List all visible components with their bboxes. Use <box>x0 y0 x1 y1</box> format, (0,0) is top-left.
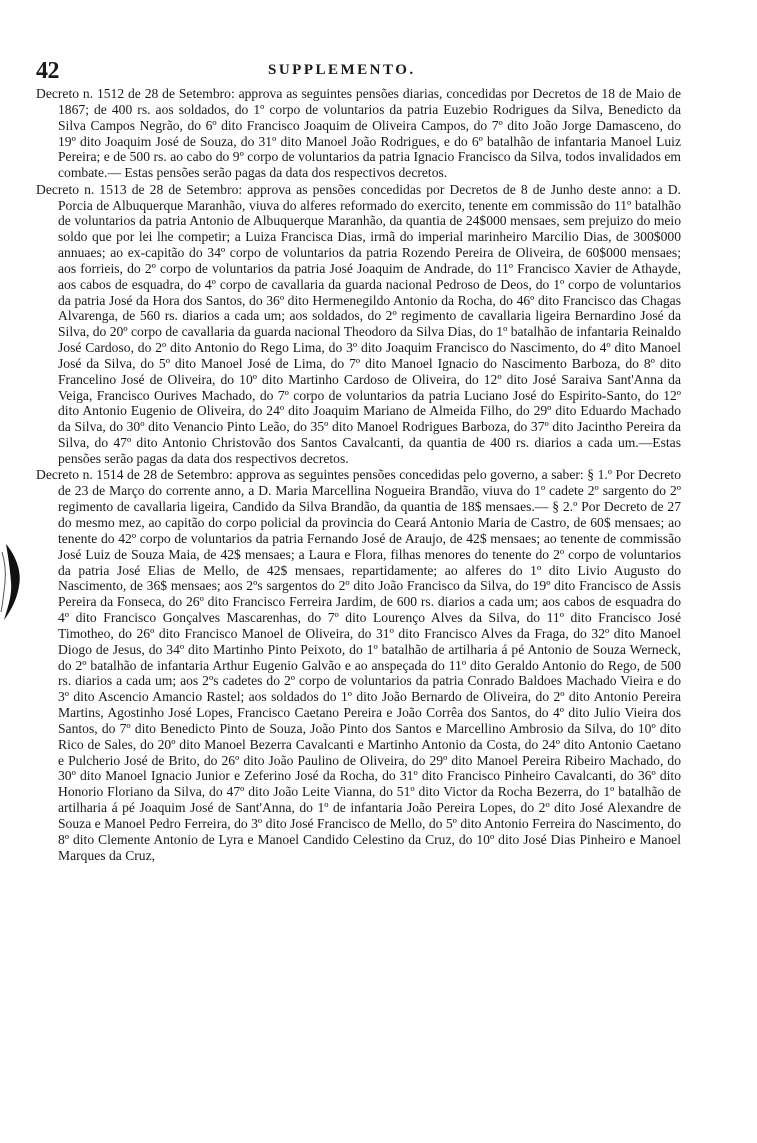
decree-paragraph: Decreto n. 1514 de 28 de Setembro: approva as seguintes pensões concedidas pelo governo, a saber: § 1.º Por Decreto de 23 de Março do corrente anno, a D. Maria Marcellina Nogueira Brandão, viuva do 1º cadete 2º sargento do 2º regimento de cavallaria ligeira, Candido da Silva Brandão, da quantia de 18$ mensaes.— § 2.º Por Decreto de 27 do mesmo mez, ao capitão do corpo policial da provincia do Ceará Antonio Maria de Castro, de 60$ mensaes; ao tenente do 42º corpo de voluntarios da patria Fernando José de Araujo, de 42$ mensaes; ao tenente de commissão José Luiz de Souza Maia, de 42$ mensaes; a Laura e Flora, filhas menores do tenente do 2º corpo de voluntarios da patria José Elias de Mello, de 42$ mensaes, repartidamente; ao alferes do 1º dito Livio Augusto do Nascimento, de 36$ mensaes; aos 2ºs sargentos do 2º dito João Francisco da Silva, do 19º dito Francisco de Assis Pereira da Fonseca, do 26º dito Francisco Ferreira Jardim, de 600 rs. diarios a cada um; aos cabos de esquadra do 4º dito Francisco Gonçalves Mascarenhas, do 7º dito Lourenço Alves da Silva, do 11º dito Francisco José Timotheo, do 26º dito Francisco Manoel de Oliveira, do 31º dito Francisco Alves da Fraga, do 32º dito Manoel Diogo de Jesus, do 34º dito Martinho Pinto Peixoto, do 1º batalhão de artilharia á pé Antonio de Souza Werneck, do 2º batalhão de infantaria Arthur Eugenio Galvão e ao anspeçada do 11º dito Geraldo Antonio do Rego, de 500 rs. diarios a cada um; aos 2ºs cadetes do 2º corpo de voluntarios da patria Conrado Baldoes Machado Vieira e do 3º dito Ascencio Amancio Rastel; aos soldados do 1º dito João Bernardo de Oliveira, do 2º dito Antonio Pereira Martins, Agostinho José Lopes, Francisco Caetano Pereira e João Corrêa dos Santos, do 4º dito Julio Vieira dos Santos, do 7º dito Benedicto Pinto de Souza, João Pinto dos Santos e Marcellino Ambrosio da Silva, do 10º dito Rico de Sales, do 20º dito Manoel Bezerra Cavalcanti e Martinho Antonio da Costa, do 24º dito Antonio Caetano e Pulcherio José de Brito, do 26º dito João Paulino de Oliveira, do 29º dito Manoel Pereira Ribeiro Machado, do 30º dito Manoel Ignacio Junior e Zeferino José da Rocha, do 31º dito Francisco Pinheiro Cavalcanti, do 36º dito Honorio Floriano da Silva, do 47º dito João Leite Vianna, do 51º dito Victor da Rocha Bezerra, do 1º batalhão de artilharia á pé Joaquim José de Sant'Anna, do 1º de infantaria João Pereira Lopes, do 2º dito José Alexandre de Souza e Manoel Pedro Ferreira, do 3º dito José Francisco de Mello, do 5º dito Antonio Ferreira do Nascimento, do 8º dito Clemente Antonio de Lyra e Manoel Candido Celestino da Cruz, do 10º dito José Dias Pinheiro e Manoel Marques da Cruz, <box>36 467 681 863</box>
page-header <box>36 58 680 84</box>
decree-paragraph: Decreto n. 1512 de 28 de Setembro: approva as seguintes pensões diarias, concedidas por Decretos de 18 de Maio de 1867; de 400 rs. aos soldados, do 1º corpo de voluntarios da patria Euzebio Rodrigues da Silva, Benedicto da Silva Campos Negrão, do 6º dito Francisco Joaquim de Oliveira Campos, do 7º dito João Jorge Damasceno, do 19º dito Joaquim José de Souza, do 31º dito Manoel João Rodrigues, e do 6º batalhão de infantaria Manoel Luiz Pereira; e de 500 rs. ao cabo do 9º corpo de voluntarios da patria Ignacio Francisco da Silva, todos invalidados em combate.— Estas pensões serão pagas da data dos respectivos decretos. <box>36 86 681 181</box>
page-number: 42 <box>36 58 59 84</box>
decree-paragraph: Decreto n. 1513 de 28 de Setembro: approva as pensões concedidas por Decretos de 8 de Junho deste anno: a D. Porcia de Albuquerque Maranhão, viuva do alferes reformado do exercito, tenente em commissão do 11º batalhão de voluntarios da patria Antonio de Albuquerque Maranhão, da quantia de 24$000 mensaes, sem prejuizo do meio soldo que por lei lhe competir; a Luiza Francisca Dias, irmã do imperial marinheiro Marcilio Dias, de 300$000 annuaes; ao ex-capitão do 34º corpo de voluntarios da patria Rozendo Pereira de Oliveira, de 60$000 mensaes; aos forrieis, do 2º corpo de voluntarios da patria José Joaquim de Andrade, do 11º Francisco Xavier de Athayde, aos cabos de esquadra, do 4º corpo de cavallaria da guarda nacional Pedroso de Deos, do 1º corpo de voluntarios da patria José da Hora dos Santos, do 36º dito Hermenegildo Antonio da Rocha, do 46º dito Francisco das Chagas Alvarenga, de 560 rs. diarios a cada um; aos soldados, do 2º regimento de cavallaria ligeira Bernardino José da Silva, do 20º corpo de cavallaria da guarda nacional Theodoro da Silva Dias, do 1º batalhão de infantaria Reinaldo José Cardoso, do 2º dito Antonio do Rego Lima, do 3º dito Joaquim Francisco do Nascimento, do 4º dito Manoel José da Silva, do 5º dito Manoel José de Lima, do 7º dito Manoel Ignacio do Nascimento Barboza, do 8º dito Francelino José de Oliveira, do 10º dito Martinho Cardoso de Oliveira, do 12º dito José Saraiva Sant'Anna da Veiga, Francisco Ourives Machado, do 7º corpo de voluntarios da patria Luciano José do Espirito-Santo, do 12º dito Antonio Eugenio de Oliveira, do 24º dito Joaquim Mariano de Almeida Filho, do 29º dito Eduardo Machado da Silva, do 30º dito Venancio Pinto Leão, do 35º dito Manoel Rodrigues Barboza, do 37º dito Jacintho Pereira da Silva, do 47º dito Antonio Christovão dos Santos Cavalcanti, da quantia de 400 rs. diarios a cada um.—Estas pensões serão pagas da data dos respectivos decretos. <box>36 181 681 466</box>
binding-shadow-mark <box>0 542 26 622</box>
running-title: SUPPLEMENTO. <box>268 62 416 78</box>
document-body <box>36 86 681 864</box>
